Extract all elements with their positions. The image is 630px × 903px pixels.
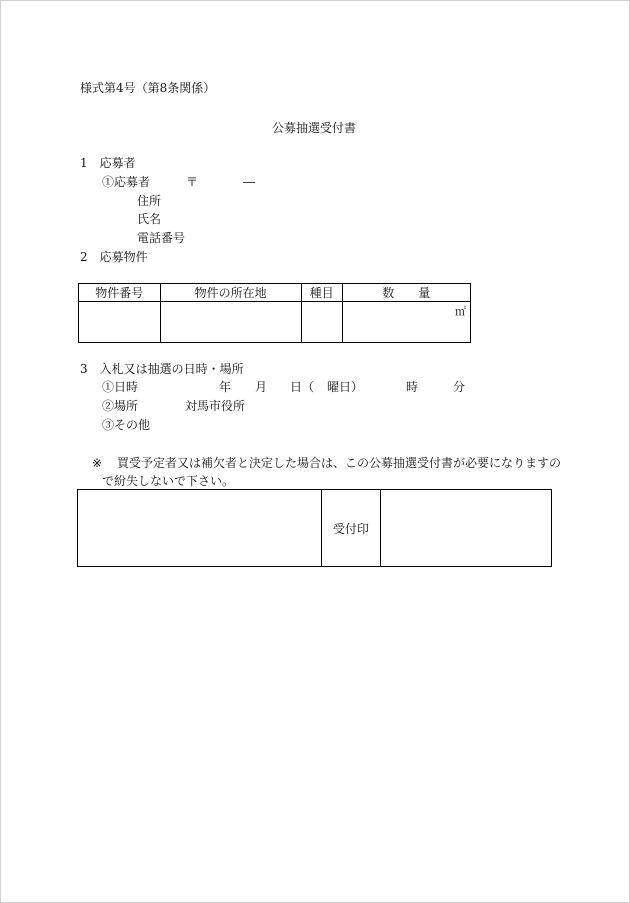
stamp-blank-cell xyxy=(78,490,322,567)
note-line1: 買受予定者又は補欠者と決定した場合は、この公募抽選受付書が必要になりますの xyxy=(117,456,562,470)
note-mark: ※ xyxy=(92,456,103,470)
month-label: 月 xyxy=(255,380,268,394)
postal-dash: ― xyxy=(243,175,255,189)
table-header-row xyxy=(79,284,471,302)
square-meter-unit: ㎡ xyxy=(455,305,466,318)
address-label: 住所 xyxy=(137,194,162,208)
day-label: 日（ xyxy=(290,380,315,394)
header-category: 種目 xyxy=(301,284,342,302)
form-label: 様式第4号（第8条関係） xyxy=(80,81,216,95)
section3-heading: 3 入札又は抽選の日時・場所 xyxy=(80,362,244,376)
cell-category xyxy=(301,302,342,343)
cell-property-location xyxy=(160,302,301,343)
receipt-stamp-label: 受付印 xyxy=(322,490,381,567)
header-quantity: 数 量 xyxy=(342,284,470,302)
property-table xyxy=(78,283,471,343)
cell-quantity xyxy=(342,302,470,343)
year-label: 年 xyxy=(219,380,232,394)
section2-heading: 2 応募物件 xyxy=(80,250,148,264)
section1-heading: 1 応募者 xyxy=(80,156,136,170)
weekday-label: 曜日） xyxy=(327,380,364,394)
phone-label: 電話番号 xyxy=(137,231,186,245)
applicant-label: ①応募者 xyxy=(102,175,151,189)
minute-label: 分 xyxy=(453,380,466,394)
other-label: ③その他 xyxy=(102,418,151,432)
receipt-stamp-table xyxy=(77,489,552,567)
cell-property-number xyxy=(79,302,161,343)
table-row xyxy=(78,490,552,567)
name-label: 氏名 xyxy=(137,212,162,226)
postal-mark: 〒 xyxy=(186,175,199,189)
place-value: 対馬市役所 xyxy=(185,399,246,413)
note-line2: で紛失しないで下さい。 xyxy=(102,474,235,488)
datetime-label: ①日時 xyxy=(102,380,139,394)
hour-label: 時 xyxy=(406,380,419,394)
header-property-number: 物件番号 xyxy=(79,284,161,302)
header-property-location: 物件の所在地 xyxy=(160,284,301,302)
place-label: ②場所 xyxy=(102,399,139,413)
document-title: 公募抽選受付書 xyxy=(272,121,357,135)
stamp-area-cell xyxy=(381,490,552,567)
table-row xyxy=(79,302,471,343)
